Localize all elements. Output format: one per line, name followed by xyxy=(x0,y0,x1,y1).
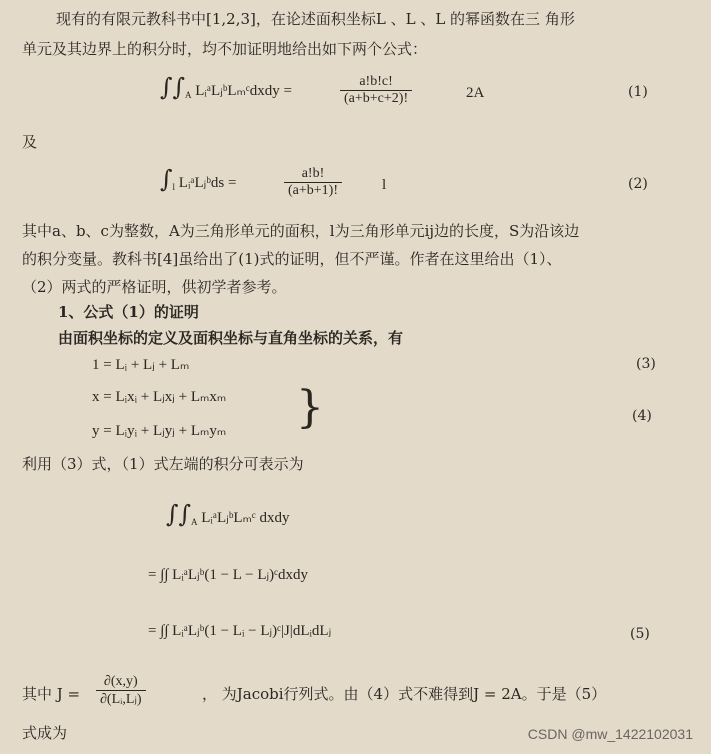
paragraph-1-line-2: 单元及其边界上的积分时，均不加证明地给出如下两个公式： xyxy=(22,40,428,58)
equation-2-tail: l xyxy=(382,177,387,193)
paragraph-2-line-3: （2）两式的严格证明，供初学者参考。 xyxy=(22,278,287,296)
jacobian-denominator: ∂(Lᵢ,Lⱼ) xyxy=(96,690,146,708)
and-word: 及 xyxy=(22,133,38,151)
equation-5-line-1: $\int\int_A$ LᵢᵃLⱼᵇLₘᶜ dxdy xyxy=(166,500,290,528)
equation-5-number: (5) xyxy=(630,626,650,642)
jacobian-fraction xyxy=(96,674,146,708)
watermark: CSDN @mw_1422102031 xyxy=(527,726,693,742)
equation-5-line-2: = ∫∫ LᵢᵃLⱼᵇ(1 − L − Lⱼ)ᶜdxdy xyxy=(148,567,308,583)
equation-2: $\int_l$ LᵢᵃLⱼᵇds = xyxy=(160,165,237,193)
equation-1-fraction xyxy=(340,74,412,107)
jacobian-prefix: 其中 J = xyxy=(22,685,81,703)
line-integral-symbol: ∫ xyxy=(160,165,173,193)
equation-1-denominator: (a+b+c+2)! xyxy=(340,90,412,107)
equation-2-denominator: (a+b+1)! xyxy=(284,182,342,199)
equation-1: $\int\int_A$ LᵢᵃLⱼᵇLₘᶜdxdy = xyxy=(160,73,292,101)
equation-2-numerator: a!b! xyxy=(301,166,325,181)
double-integral-symbol: ∫∫ xyxy=(166,500,192,528)
right-brace: } xyxy=(296,382,324,433)
equation-3: 1 = Lᵢ + Lⱼ + Lₘ xyxy=(92,357,190,373)
equation-3-number: (3) xyxy=(636,356,656,372)
equation-2-fraction xyxy=(284,166,342,199)
double-integral-symbol: ∫∫ xyxy=(160,73,186,101)
section-1-title: 1、公式（1）的证明 xyxy=(58,303,199,321)
equation-5-line-1-text: LᵢᵃLⱼᵇLₘᶜ dxdy xyxy=(201,510,290,526)
equation-4-number: (4) xyxy=(632,408,652,424)
use-line: 利用（3）式，（1）式左端的积分可表示为 xyxy=(22,455,304,473)
equation-1-numerator: a!b!c! xyxy=(359,74,393,89)
section-1-intro: 由面积坐标的定义及面积坐标与直角坐标的关系，有 xyxy=(58,329,404,347)
equation-1-number: (1) xyxy=(628,84,648,100)
equation-2-number: (2) xyxy=(628,176,648,192)
equation-5-line-3: = ∫∫ LᵢᵃLⱼᵇ(1 − Lᵢ − Lⱼ)ᶜ|J|dLᵢdLⱼ xyxy=(148,623,332,639)
paragraph-2-line-1: 其中a、b、c为整数，A为三角形单元的面积，l为三角形单元ij边的长度，S为沿该边 xyxy=(22,222,580,240)
equation-1-tail: 2A xyxy=(466,85,485,101)
paragraph-1-line-1: 现有的有限元教科书中[1,2,3]，在论述面积坐标L 、L 、L 的幂函数在三 角形 xyxy=(56,10,575,28)
equation-1-integrand: LᵢᵃLⱼᵇLₘᶜdxdy = xyxy=(195,83,292,99)
equation-2-integrand: LᵢᵃLⱼᵇds = xyxy=(178,175,237,191)
equation-4-y: y = Lᵢyᵢ + Lⱼyⱼ + Lₘyₘ xyxy=(92,423,227,439)
jacobian-suffix: ， 为Jacobi行列式。由（4）式不难得到J = 2A。于是（5） xyxy=(202,685,607,703)
paragraph-2-line-2: 的积分变量。教科书[4]虽给出了(1)式的证明，但不严谨。作者在这里给出（1）、 xyxy=(22,250,562,268)
equation-4-x: x = Lᵢxᵢ + Lⱼxⱼ + Lₘxₘ xyxy=(92,389,227,405)
last-line: 式成为 xyxy=(22,724,68,742)
jacobian-numerator: ∂(x,y) xyxy=(103,674,138,689)
